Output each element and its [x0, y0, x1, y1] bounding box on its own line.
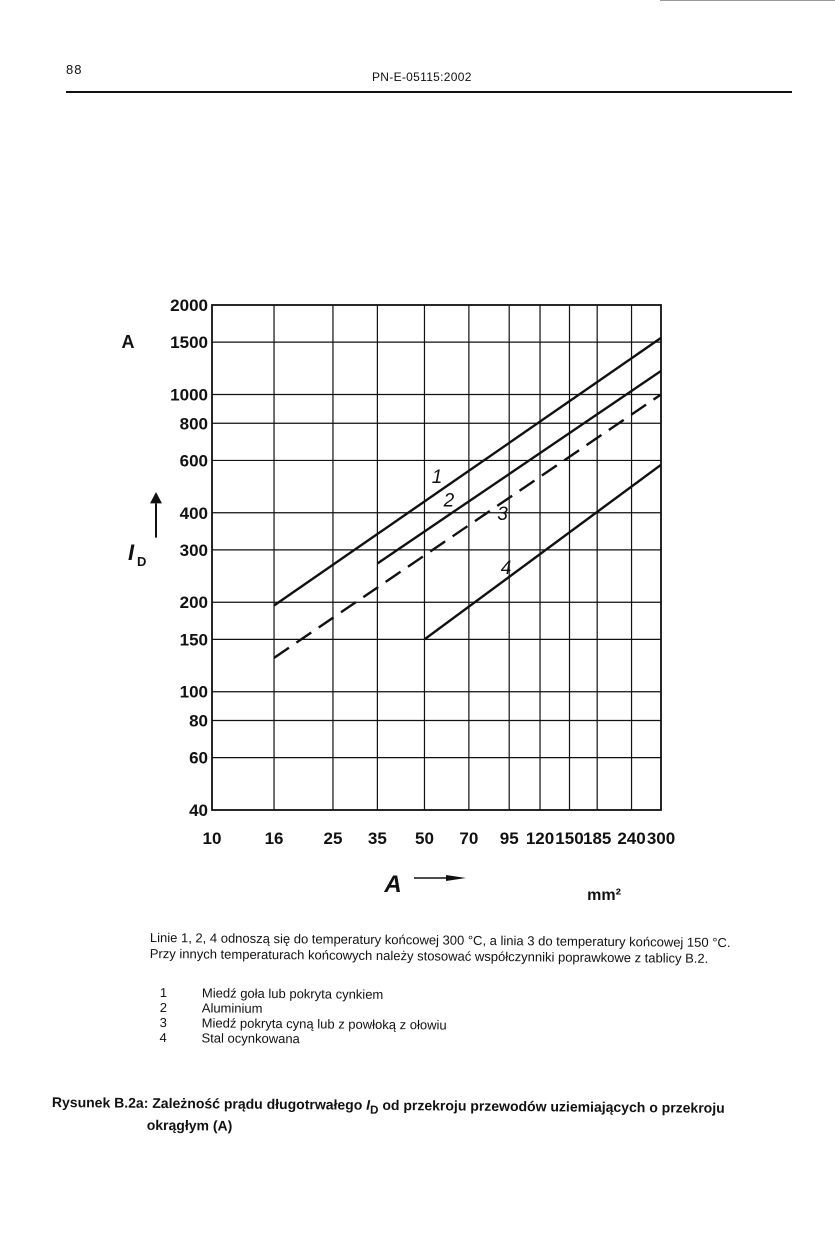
x-tick-label: 185: [582, 829, 612, 848]
y-tick-label: 200: [179, 593, 208, 613]
legend-number: 4: [159, 1029, 167, 1046]
y-tick-label: 1000: [170, 385, 208, 405]
series-label: 3: [497, 503, 508, 525]
y-axis-symbol: I: [128, 539, 135, 565]
x-tick-label: 70: [459, 829, 479, 848]
x-axis-symbol: A: [384, 871, 402, 898]
x-tick-label: 240: [617, 829, 646, 848]
y-tick-label: 1500: [170, 333, 208, 353]
series-label: 4: [500, 558, 512, 580]
legend-label: Stal ocynkowana: [201, 1030, 300, 1047]
y-tick-label: 150: [179, 630, 208, 650]
legend-item: [159, 1031, 639, 1049]
figure-title-line-2: okrągłym (A): [146, 1116, 233, 1134]
figure-title: [52, 1094, 792, 1139]
x-tick-label: 300: [646, 829, 676, 848]
current-symbol: I: [366, 1096, 371, 1113]
y-tick-label: 100: [179, 682, 208, 702]
y-tick-label: 2000: [170, 296, 208, 315]
x-unit-label: mm²: [587, 887, 621, 900]
y-axis-symbol-sub: D: [137, 553, 147, 569]
caption-line-1: Linie 1, 2, 4 odnoszą się do temperatury końcowej 300 °C, a linia 3 do temperatury końcowej 150 °C.: [149, 930, 731, 951]
header-rule: [66, 91, 792, 93]
y-tick-label: 80: [189, 711, 208, 731]
x-tick-label: 95: [499, 829, 519, 848]
y-axis-arrow-head: [150, 492, 162, 503]
legend-label: Aluminium: [201, 1000, 263, 1016]
y-unit-label: A: [121, 332, 135, 353]
y-tick-label: 60: [189, 748, 208, 768]
scan-edge-mark: [660, 0, 835, 1]
x-tick-label: 25: [323, 829, 343, 848]
series-line-3: [274, 394, 661, 657]
legend-label: Miedź goła lub pokryta cynkiem: [201, 985, 384, 1002]
y-tick-label: 300: [179, 540, 208, 560]
y-tick-label: 600: [179, 451, 208, 471]
series-line-4: [424, 465, 661, 640]
plot-frame: [212, 305, 661, 810]
x-tick-label: 120: [525, 829, 555, 848]
figure-prefix: Rysunek B.2a:: [51, 1094, 149, 1111]
legend-number: 2: [159, 999, 168, 1016]
figure-caption: [150, 930, 800, 968]
x-tick-label: 16: [264, 829, 284, 848]
line-legend: [159, 986, 640, 1050]
x-tick-label: 35: [367, 829, 387, 848]
current-vs-cross-section-chart: [0, 280, 835, 900]
x-tick-label: 50: [415, 829, 434, 848]
x-tick-label: 10: [202, 829, 222, 848]
y-tick-label: 400: [179, 503, 208, 523]
legend-number: 1: [159, 985, 168, 1001]
page-number: 88: [66, 62, 83, 77]
standard-code: PN-E-05115:2002: [372, 70, 472, 84]
figure-title-text-end: od przekroju przewodów uziemiających o przekroju: [382, 1096, 725, 1116]
caption-line-2: Przy innych temperaturach końcowych należy stosować współczynniki poprawkowe z tablicy B.2.: [149, 945, 709, 966]
y-tick-label: 800: [179, 414, 208, 434]
current-symbol-sub: D: [370, 1103, 379, 1117]
series-line-1: [274, 338, 661, 606]
x-axis-arrow-head: [446, 875, 466, 881]
series-label: 1: [431, 466, 443, 488]
figure-title-text: Zależność prądu długotrwałego: [152, 1094, 363, 1113]
series-label: 2: [443, 490, 455, 512]
legend-label: Miedź pokryta cyną lub z powłoką z ołowiu: [201, 1015, 447, 1033]
series-line-2: [377, 371, 661, 564]
y-tick-label: 40: [189, 801, 208, 820]
legend-number: 3: [159, 1014, 167, 1031]
x-tick-label: 150: [555, 829, 584, 848]
